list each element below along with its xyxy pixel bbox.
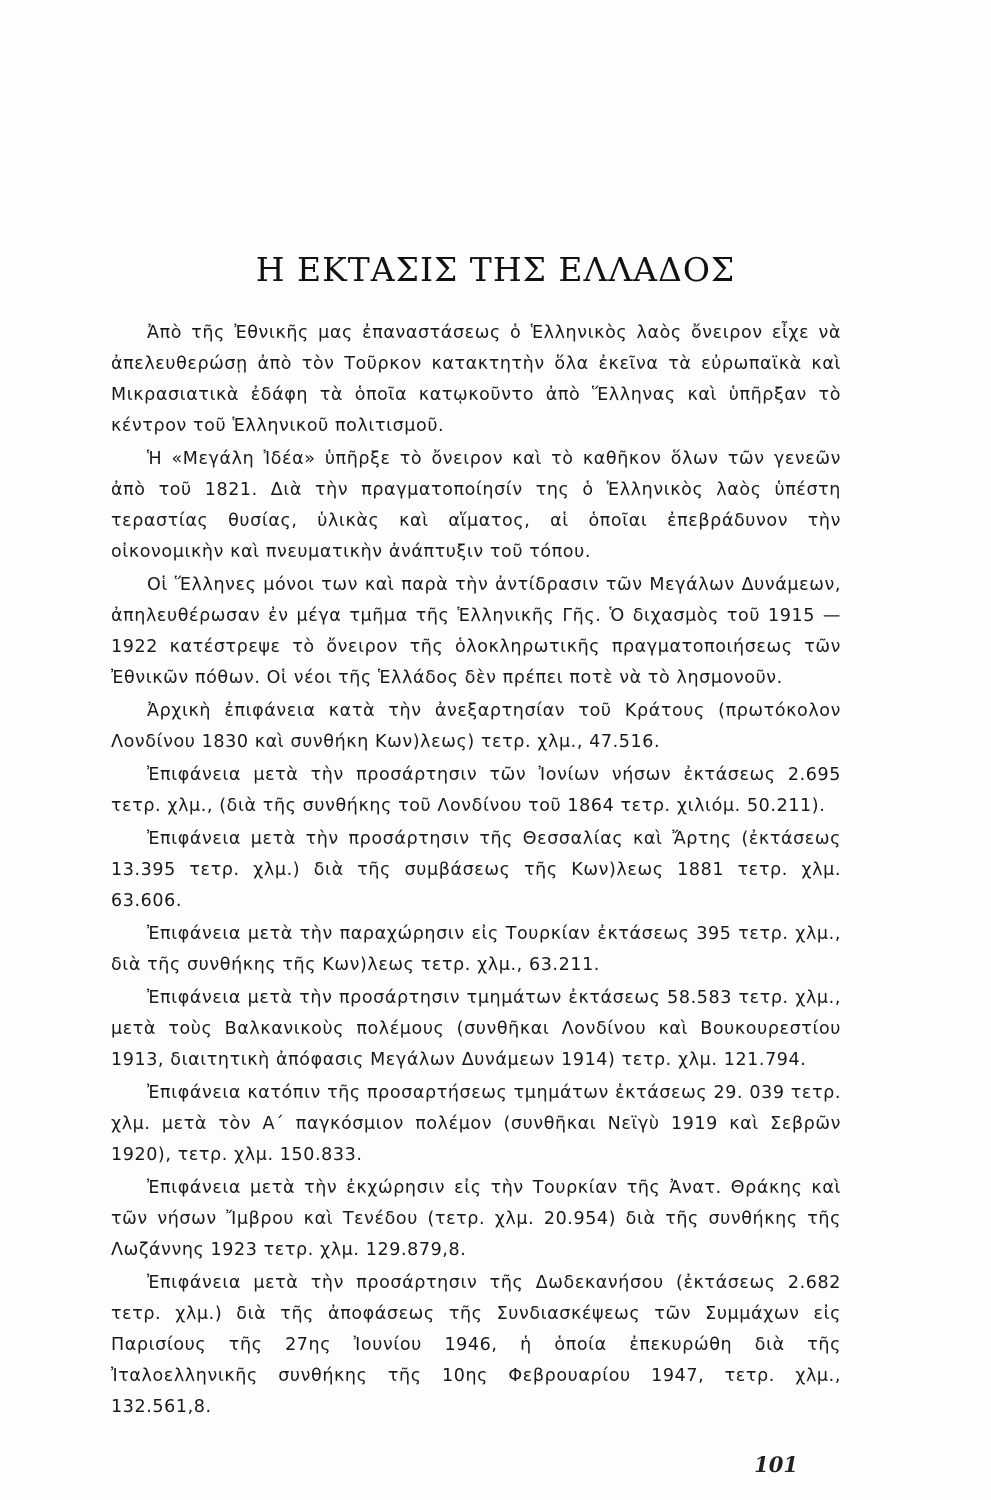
paragraph: Ἀπὸ τῆς Ἐθνικῆς μας ἐπαναστάσεως ὁ Ἑλληνικὸς λαὸς ὄνειρον εἶχε νὰ ἀπελευθερώσῃ ἀπὸ τὸν Τοῦρκον κατακτητὴν ὅλα ἐκεῖνα τὰ εὐρωπαϊκὰ καὶ Μικρασιατικὰ ἐδάφη τὰ ὁποῖα κατῳκοῦντο ἀπὸ Ἕλληνας καὶ ὑπῆρξαν τὸ κέντρον τοῦ Ἑλληνικοῦ πολιτισμοῦ. xyxy=(111,323,841,436)
paragraph: Ἐπιφάνεια μετὰ τὴν προσάρτησιν τῆς Θεσσαλίας καὶ Ἄρτης (ἐκτάσεως 13.395 τετρ. χλμ.) διὰ τῆς συμβάσεως τῆς Κων)λεως 1881 τετρ. χλμ. 63.606. xyxy=(111,829,841,911)
paragraph: Οἱ Ἕλληνες μόνοι των καὶ παρὰ τὴν ἀντίδρασιν τῶν Μεγάλων Δυνάμεων, ἀπηλευθέρωσαν ἐν μέγα τμῆμα τῆς Ἑλληνικῆς Γῆς. Ὁ διχασμὸς τοῦ 1915 — 1922 κατέστρεψε τὸ ὄνειρον τῆς ὁλοκληρωτικῆς πραγματοποιήσεως τῶν Ἐθνικῶν πόθων. Οἱ νέοι τῆς Ἑλλάδος δὲν πρέπει ποτὲ νὰ τὸ λησμονοῦν. xyxy=(111,575,841,688)
body-text xyxy=(111,318,841,1425)
paragraph: Ἐπιφάνεια μετὰ τὴν προσάρτησιν τῆς Δωδεκανήσου (ἐκτάσεως 2.682 τετρ. χλμ.) διὰ τῆς ἀποφάσεως τῆς Συνδιασκέψεως τῶν Συμμάχων εἰς Παρισίους τῆς 27ης Ἰουνίου 1946, ἡ ὁποία ἐπεκυρώθη διὰ τῆς Ἰταλοελληνικῆς συνθήκης τῆς 10ης Φεβρουαρίου 1947, τετρ. χλμ., 132.561,8. xyxy=(111,1273,841,1417)
paragraph: Ἡ «Μεγάλη Ἰδέα» ὑπῆρξε τὸ ὄνειρον καὶ τὸ καθῆκον ὅλων τῶν γενεῶν ἀπὸ τοῦ 1821. Διὰ τὴν πραγματοποίησίν της ὁ Ἑλληνικὸς λαὸς ὑπέστη τεραστίας θυσίας, ὑλικὰς καὶ αἵματος, αἱ ὁποῖαι ἐπεβράδυνον τὴν οἰκονομικὴν καὶ πνευματικὴν ἀνάπτυξιν τοῦ τόπου. xyxy=(111,449,841,562)
paragraph: Ἀρχικὴ ἐπιφάνεια κατὰ τὴν ἀνεξαρτησίαν τοῦ Κράτους (πρωτόκολον Λονδίνου 1830 καὶ συνθήκη Κων)λεως) τετρ. χλμ., 47.516. xyxy=(111,701,841,752)
paragraph: Ἐπιφάνεια μετὰ τὴν ἐκχώρησιν εἰς τὴν Τουρκίαν τῆς Ἀνατ. Θράκης καὶ τῶν νήσων Ἴμβρου καὶ Τενέδου (τετρ. χλμ. 20.954) διὰ τῆς συνθήκης τῆς Λωζάννης 1923 τετρ. χλμ. 129.879,8. xyxy=(111,1178,841,1260)
paragraph: Ἐπιφάνεια κατόπιν τῆς προσαρτήσεως τμημάτων ἐκτάσεως 29. 039 τετρ. χλμ. μετὰ τὸν Α΄ παγκόσμιον πολέμον (συνθῆκαι Νεϊγὺ 1919 καὶ Σεβρῶν 1920), τετρ. χλμ. 150.833. xyxy=(111,1083,841,1165)
paragraph: Ἐπιφάνεια μετὰ τὴν προσάρτησιν τῶν Ἰονίων νήσων ἐκτάσεως 2.695 τετρ. χλμ., (διὰ τῆς συνθήκης τοῦ Λονδίνου τοῦ 1864 τετρ. χιλιόμ. 50.211). xyxy=(111,765,841,816)
paragraph: Ἐπιφάνεια μετὰ τὴν παραχώρησιν εἰς Τουρκίαν ἐκτάσεως 395 τετρ. χλμ., διὰ τῆς συνθήκης τῆς Κων)λεως τετρ. χλμ., 63.211. xyxy=(111,924,841,975)
page-number: 101 xyxy=(754,1452,798,1477)
page-title: Η ΕΚΤΑΣΙΣ ΤΗΣ ΕΛΛΑΔΟΣ xyxy=(255,250,736,289)
paragraph: Ἐπιφάνεια μετὰ τὴν προσάρτησιν τμημάτων ἐκτάσεως 58.583 τετρ. χλμ., μετὰ τοὺς Βαλκανικοὺς πολέμους (συνθῆκαι Λονδίνου καὶ Βουκουρεστίου 1913, διαιτητικὴ ἀπόφασις Μεγάλων Δυνάμεων 1914) τετρ. χλμ. 121.794. xyxy=(111,988,841,1070)
